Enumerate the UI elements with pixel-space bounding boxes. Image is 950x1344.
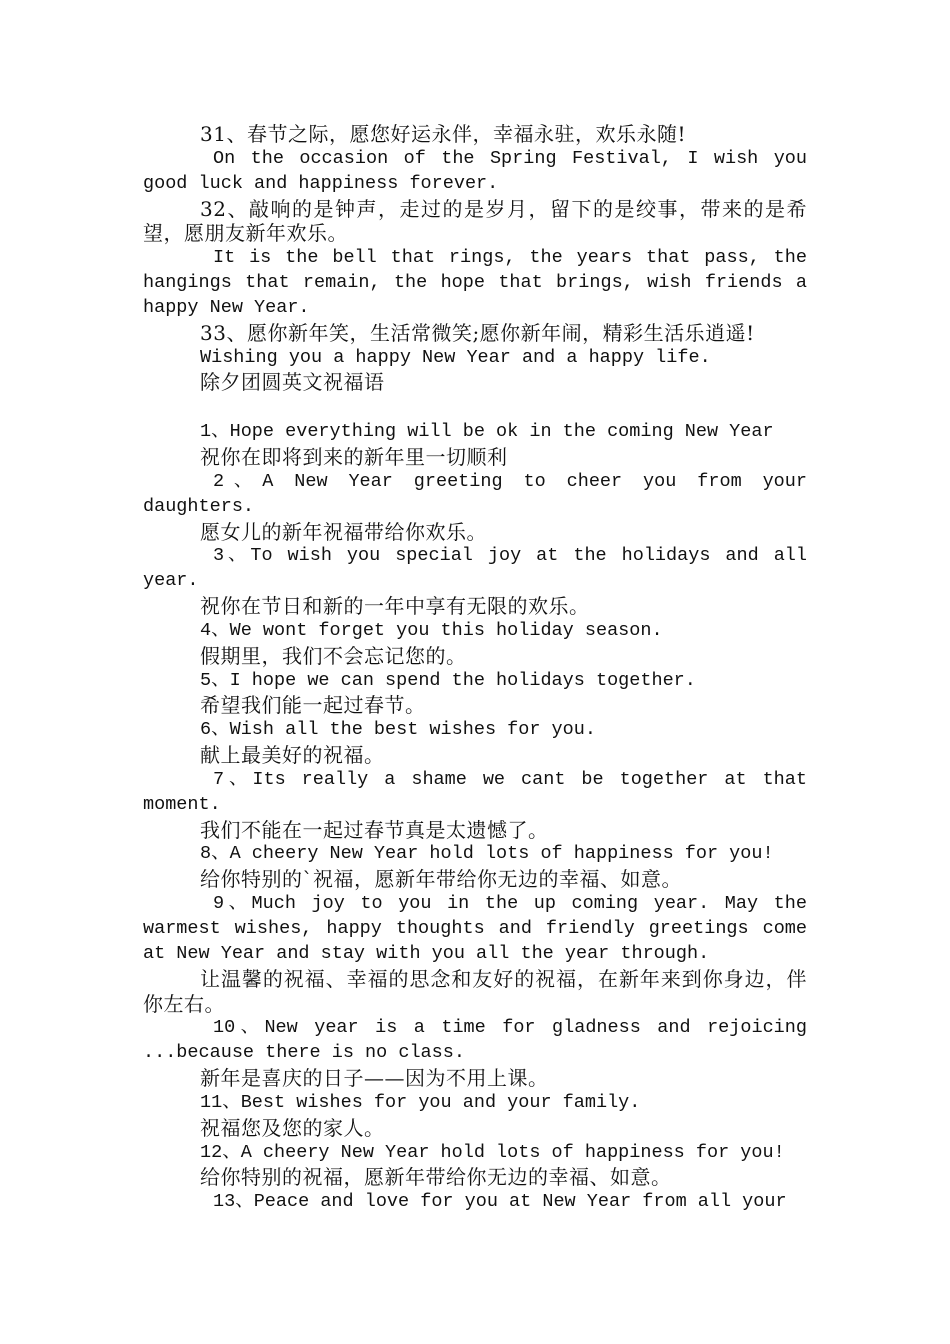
document-body [143, 122, 807, 1215]
wish-6-english: 6、Wish all the best wishes for you. [200, 719, 596, 741]
paragraph-33-english: Wishing you a happy New Year and a happy life. [200, 346, 711, 368]
wish-12-chinese: 给你特别的祝福，愿新年带给你无边的幸福、如意。 [200, 1165, 672, 1190]
paragraph-31-english: On the occasion of the Spring Festival, I wish you good luck and happiness forever. [143, 147, 807, 194]
section-heading: 除夕团圆英文祝福语 [200, 370, 385, 395]
wish-9-chinese: 让温馨的祝福、幸福的思念和友好的祝福，在新年来到你身边，伴你左右。 [143, 966, 807, 1016]
wish-2-english: 2、A New Year greeting to cheer you from your daughters. [143, 470, 807, 517]
paragraph-31-chinese: 31、春节之际，愿您好运永伴，幸福永驻，欢乐永随! [200, 122, 686, 146]
wish-8-chinese: 给你特别的`祝福，愿新年带给你无边的幸福、如意。 [200, 867, 682, 892]
wish-10-english: 10、New year is a time for gladness and rejoicing ...because there is no class. [143, 1017, 807, 1064]
wish-5-chinese: 希望我们能一起过春节。 [200, 693, 426, 718]
wish-4-english: 4、We wont forget you this holiday season. [200, 619, 663, 641]
wish-7-english: 7、Its really a shame we cant be together at that moment. [143, 768, 807, 815]
wish-1-chinese: 祝你在即将到来的新年里一切顺利 [200, 444, 508, 469]
wish-9-english: 9、Much joy to you in the up coming year. May the warmest wishes, happy thoughts and friendly greetings come at New Year and stay with you all the year through. [143, 893, 807, 964]
wish-11-english: 11、Best wishes for you and your family. [200, 1091, 641, 1113]
wish-3-english: 3、To wish you special joy at the holidays and all year. [143, 545, 807, 592]
wish-10-chinese: 新年是喜庆的日子——因为不用上课。 [200, 1066, 549, 1091]
wish-2-chinese: 愿女儿的新年祝福带给你欢乐。 [200, 519, 487, 544]
wish-4-chinese: 假期里，我们不会忘记您的。 [200, 643, 467, 668]
blank-line [143, 395, 807, 420]
wish-11-chinese: 祝福您及您的家人。 [200, 1115, 385, 1140]
wish-13-english: 13、Peace and love for you at New Year from all your [213, 1191, 787, 1213]
wish-1-english: 1、Hope everything will be ok in the coming New Year [200, 421, 774, 443]
paragraph-32-chinese: 32、敲响的是钟声，走过的是岁月，留下的是绞事，带来的是希望，愿朋友新年欢乐。 [143, 196, 807, 246]
paragraph-32-english: It is the bell that rings, the years that pass, the hangings that remain, the hope that brings, wish friends a happy New Year. [143, 247, 807, 318]
paragraph-33-chinese: 33、愿你新年笑，生活常微笑;愿你新年闹，精彩生活乐逍遥! [200, 320, 755, 345]
wish-12-english: 12、A cheery New Year hold lots of happiness for you! [200, 1141, 785, 1163]
wish-3-chinese: 祝你在节日和新的一年中享有无限的欢乐。 [200, 594, 590, 619]
wish-8-english: 8、A cheery New Year hold lots of happiness for you! [200, 843, 774, 865]
wish-6-chinese: 献上最美好的祝福。 [200, 743, 385, 768]
wish-5-english: 5、I hope we can spend the holidays together. [200, 669, 696, 691]
wish-7-chinese: 我们不能在一起过春节真是太遗憾了。 [200, 817, 549, 842]
